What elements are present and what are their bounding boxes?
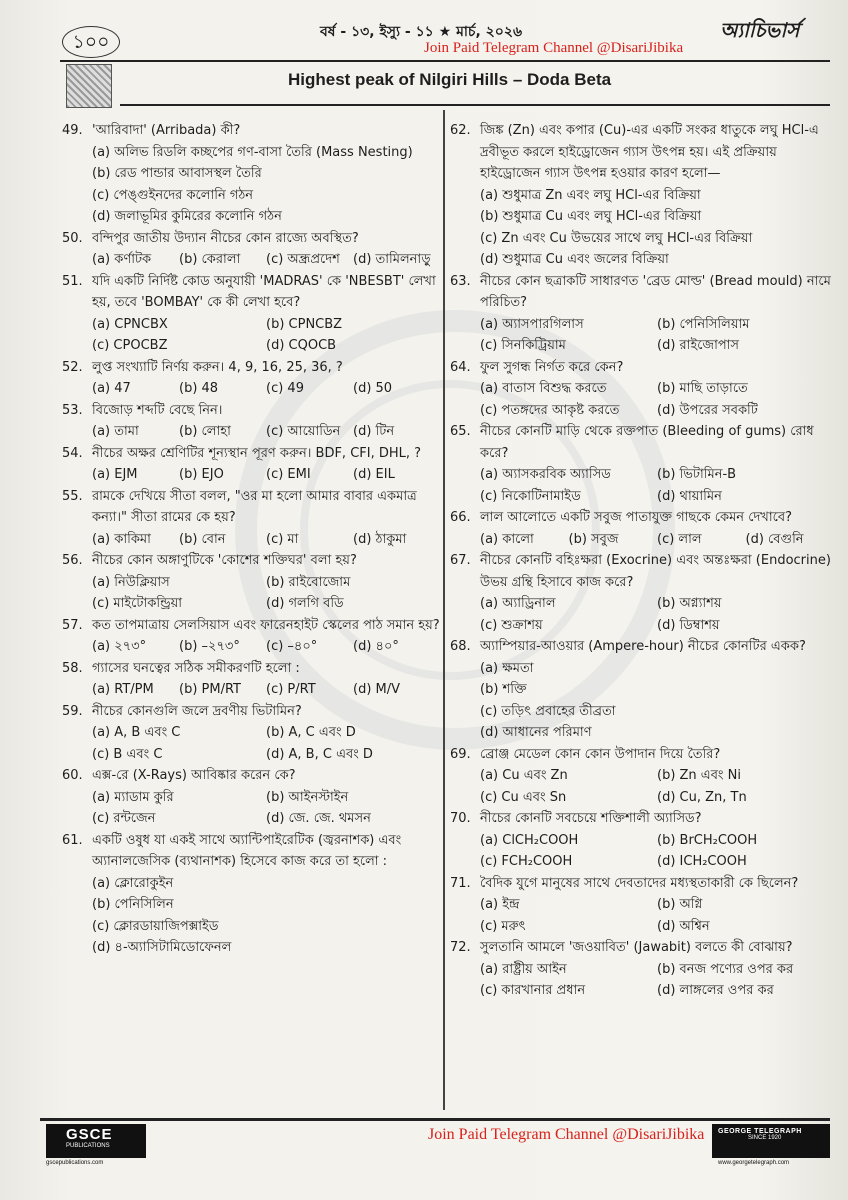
question-number: 72. xyxy=(450,940,471,955)
question-row xyxy=(62,120,440,142)
question-text: লুপ্ত সংখ্যাটি নির্ণয় করুন। 4, 9, 16, 25, 36, ? xyxy=(92,359,343,375)
question-number: 66. xyxy=(450,510,471,525)
answer-option: (d) গলগি বডি xyxy=(266,596,344,611)
question-row xyxy=(62,400,440,422)
question-row xyxy=(450,357,834,379)
answer-option: (b) মাছি তাড়াতে xyxy=(657,381,748,396)
telegram-watermark-top: Join Paid Telegram Channel @DisariJibika xyxy=(424,40,684,56)
options-group xyxy=(92,421,440,443)
fact-banner: Highest peak of Nilgiri Hills – Doda Beta xyxy=(288,70,612,89)
answer-option: (a) কর্ণাটক xyxy=(92,252,152,267)
question-row xyxy=(450,550,834,593)
question-text: 'আরিবাদা' (Arribada) কী? xyxy=(92,123,241,138)
question-item xyxy=(450,271,834,357)
answer-option: (c) মরুৎ xyxy=(480,918,526,934)
question-row xyxy=(62,830,440,873)
answer-option: (c) পেঙ্গুইনদের কলোনি গঠন xyxy=(92,187,254,203)
answer-option: (b) Zn এবং Ni xyxy=(657,768,741,783)
question-number: 54. xyxy=(62,445,83,461)
question-text: নীচের কোনটি বহিঃক্ষরা (Exocrine) এবং অন্তঃক্ষরা (Endocrine) উভয় গ্রন্থি হিসাবে কাজ করে? xyxy=(480,553,831,590)
footer-divider xyxy=(40,1118,830,1121)
options-group xyxy=(480,593,834,636)
answer-option: (a) ২৭৩° xyxy=(92,639,147,654)
question-number: 71. xyxy=(450,875,471,891)
answer-option: (c) FCH₂COOH xyxy=(480,854,573,869)
question-number: 50. xyxy=(62,230,83,246)
question-text: রামকে দেখিয়ে সীতা বলল, "ওর মা হলো আমার বাবার একমাত্র কন্যা।" সীতা রামের কে হয়? xyxy=(92,488,417,525)
answer-option: (c) 49 xyxy=(266,381,304,396)
question-text: নীচের কোনটি মাড়ি থেকে রক্তপাত (Bleeding of gums) রোধ করে? xyxy=(480,424,814,461)
question-text: কত তাপমাত্রায় সেলসিয়াস এবং ফারেনহাইট স্কেলের পাঠ সমান হয়? xyxy=(92,617,440,633)
options-group xyxy=(480,830,834,873)
answer-option: (d) জে. জে. থমসন xyxy=(266,811,371,826)
answer-option: (a) RT/PM xyxy=(92,682,154,697)
question-item xyxy=(450,421,834,507)
options-group xyxy=(92,787,440,830)
question-row xyxy=(62,486,440,529)
question-text: বৈদিক যুগে মানুষের সাথে দেবতাদের মধ্যস্থতাকারী কে ছিলেন? xyxy=(480,875,799,891)
question-row xyxy=(450,507,834,529)
answer-option: (a) বাতাস বিশুদ্ধ করতে xyxy=(480,381,607,396)
question-text: নীচের কোন ছত্রাকটি সাধারণত 'ব্রেড মোল্ড' (Bread mould) নামে পরিচিত? xyxy=(480,273,831,310)
answer-option: (a) EJM xyxy=(92,467,138,482)
question-number: 62. xyxy=(450,123,471,138)
question-number: 58. xyxy=(62,660,83,676)
answer-option: (b) আইনস্টাইন xyxy=(266,789,349,805)
options-group xyxy=(92,529,440,551)
answer-option: (a) কাকিমা xyxy=(92,531,151,547)
answer-option: (a) অ্যাসকরবিক অ্যাসিড xyxy=(480,467,611,482)
answer-option: (c) লাল xyxy=(657,531,702,547)
header-divider xyxy=(60,60,830,62)
answer-option: (b) ভিটামিন-B xyxy=(657,467,737,482)
answer-option: (d) M/V xyxy=(353,682,401,697)
question-row xyxy=(62,228,440,250)
answer-option: (d) ঠাকুমা xyxy=(353,531,407,547)
answer-option: (d) 50 xyxy=(353,381,393,396)
question-number: 53. xyxy=(62,402,83,418)
answer-option: (d) ডিম্বাশয় xyxy=(657,617,720,633)
options-group xyxy=(480,378,834,421)
question-number: 52. xyxy=(62,359,83,375)
options-group xyxy=(480,894,834,937)
answer-option: (b) –২৭৩° xyxy=(179,639,240,654)
answer-option: (d) Cu, Zn, Tn xyxy=(657,789,747,805)
answer-option: (b) সবুজ xyxy=(568,531,619,547)
question-text: নীচের কোনগুলি জলে দ্রবণীয় ভিটামিন? xyxy=(92,703,302,719)
answer-option: (b) শক্তি xyxy=(480,682,527,697)
question-number: 68. xyxy=(450,639,471,654)
answer-option: (c) EMI xyxy=(266,467,311,482)
question-row xyxy=(62,550,440,572)
answer-option: (a) শুধুমাত্র Zn এবং লঘু HCl-এর বিক্রিয়া xyxy=(480,187,701,203)
question-row xyxy=(450,744,834,766)
question-number: 69. xyxy=(450,746,471,762)
question-number: 63. xyxy=(450,273,471,289)
header-divider-lower xyxy=(120,104,830,106)
partner-sub: SINCE 1920 xyxy=(748,1135,782,1141)
question-text: বন্দিপুর জাতীয় উদ্যান নীচের কোন রাজ্যে অবস্থিত? xyxy=(92,230,359,246)
question-number: 55. xyxy=(62,488,83,504)
question-item xyxy=(62,486,440,551)
answer-option: (b) EJO xyxy=(179,467,224,482)
answer-option: (b) 48 xyxy=(179,381,219,396)
question-item xyxy=(450,507,834,550)
question-text: নীচের অক্ষর শ্রেণিটির শূন্যস্থান পূরণ করুন। BDF, CFI, DHL, ? xyxy=(92,445,422,461)
question-row xyxy=(62,443,440,465)
answer-option: (d) CQOCB xyxy=(266,338,337,353)
question-row xyxy=(450,271,834,314)
question-number: 60. xyxy=(62,768,83,783)
answer-option: (b) BrCH₂COOH xyxy=(657,832,758,848)
answer-option: (a) A, B এবং C xyxy=(92,725,181,740)
question-item xyxy=(62,271,440,357)
question-text: এক্স-রে (X-Rays) আবিষ্কার করেন কে? xyxy=(92,768,296,783)
magazine-brand: অ্যাচিভার্স xyxy=(720,18,800,42)
answer-option: (b) রাইবোজোম xyxy=(266,574,351,590)
question-item xyxy=(62,701,440,766)
answer-option: (d) ICH₂COOH xyxy=(657,854,747,869)
question-item xyxy=(62,357,440,400)
answer-option: (a) নিউক্লিয়াস xyxy=(92,574,170,590)
options-group xyxy=(92,722,440,765)
newspaper-icon xyxy=(66,64,112,108)
answer-option: (b) CPNCBZ xyxy=(266,316,343,332)
question-item xyxy=(62,228,440,271)
answer-option: (a) ইন্দ্র xyxy=(480,897,520,912)
question-text: একটি ওষুধ যা একই সাথে অ্যান্টিপাইরেটিক (জ্বরনাশক) এবং অ্যানালজেসিক (ব্যথানাশক) হিসেবে কাজ করে তা হলো : xyxy=(92,832,402,869)
answer-option: (d) A, B, C এবং D xyxy=(266,746,373,762)
answer-option: (a) ClCH₂COOH xyxy=(480,832,579,848)
question-number: 65. xyxy=(450,424,471,439)
question-item xyxy=(450,550,834,636)
publisher-name: GSCE xyxy=(66,1126,113,1143)
question-number: 64. xyxy=(450,359,471,375)
question-number: 67. xyxy=(450,553,471,568)
question-row xyxy=(62,615,440,637)
page-number: ১০০ xyxy=(62,26,120,58)
question-item xyxy=(62,830,440,959)
question-item xyxy=(450,937,834,1002)
question-item xyxy=(62,120,440,228)
answer-option: (c) Zn এবং Cu উভয়ের সাথে লঘু HCl-এর বিক্রিয়া xyxy=(480,230,753,246)
options-group xyxy=(92,572,440,615)
question-number: 61. xyxy=(62,832,83,848)
answer-option: (b) রেড পান্ডার আবাসস্থল তৈরি xyxy=(92,166,262,181)
options-group xyxy=(480,314,834,357)
question-row xyxy=(450,873,834,895)
answer-option: (b) অগ্ন্যাশয় xyxy=(657,596,722,611)
publisher-sub: PUBLICATIONS xyxy=(66,1143,110,1149)
question-text: জিঙ্ক (Zn) এবং কপার (Cu)-এর একটি সংকর ধাতুকে লঘু HCl-এ দ্রবীভূত করলে হাইড্রোজেন গ্যাস উৎপন্ন হয়। এই প্রক্রিয়ায় হাইড্রোজেন গ্যাস উৎপন্ন হওয়ার কারণ হলো— xyxy=(480,123,819,181)
answer-option: (c) আয়োডিন xyxy=(266,424,341,439)
options-group xyxy=(92,464,440,486)
answer-option: (c) CPOCBZ xyxy=(92,338,168,353)
options-group xyxy=(92,314,440,357)
question-row xyxy=(62,271,440,314)
options-group xyxy=(480,185,834,271)
right-column xyxy=(450,120,834,1002)
answer-option: (c) শুক্রাশয় xyxy=(480,617,543,633)
answer-option: (d) থায়ামিন xyxy=(657,488,722,504)
answer-option: (c) সিনকিট্রিয়াম xyxy=(480,338,566,353)
answer-option: (c) P/RT xyxy=(266,682,316,697)
question-number: 70. xyxy=(450,811,471,826)
question-number: 49. xyxy=(62,123,83,138)
answer-option: (b) পেনিসিলিয়াম xyxy=(657,316,750,332)
question-text: অ্যাম্পিয়ার-আওয়ার (Ampere-hour) নীচের কোনটির একক? xyxy=(480,639,806,654)
answer-option: (d) লাঙ্গলের ওপর কর xyxy=(657,983,774,998)
answer-option: (d) EIL xyxy=(353,467,395,482)
answer-option: (a) ক্ষমতা xyxy=(480,660,534,676)
options-group xyxy=(480,765,834,808)
answer-option: (a) তামা xyxy=(92,424,139,439)
answer-option: (c) তড়িৎ প্রবাহের তীব্রতা xyxy=(480,703,616,719)
question-number: 56. xyxy=(62,553,83,568)
answer-option: (a) কালো xyxy=(480,531,534,547)
question-text: নীচের কোন অঙ্গাণুটিকে 'কোশের শক্তিঘর' বলা হয়? xyxy=(92,553,357,568)
answer-option: (d) আধানের পরিমাণ xyxy=(480,725,592,740)
answer-option: (b) লোহা xyxy=(179,424,231,439)
answer-option: (c) ক্লোরডায়াজিপক্সাইড xyxy=(92,918,219,934)
answer-option: (c) পতঙ্গদের আকৃষ্ট করতে xyxy=(480,402,620,418)
partner-name: GEORGE TELEGRAPH xyxy=(718,1128,802,1135)
answer-option: (d) ৪-অ্যাসিটামিডোফেনল xyxy=(92,940,232,955)
question-item xyxy=(450,744,834,809)
options-group xyxy=(92,142,440,228)
question-item xyxy=(62,550,440,615)
question-item xyxy=(450,357,834,422)
question-text: গ্যাসের ঘনত্বের সঠিক সমীকরণটি হলো : xyxy=(92,660,300,676)
answer-option: (c) –৪০° xyxy=(266,639,318,654)
answer-option: (b) অগ্নি xyxy=(657,897,703,912)
answer-option: (a) অ্যাসপারগিলাস xyxy=(480,316,584,332)
question-item xyxy=(450,636,834,744)
answer-option: (d) রাইজোপাস xyxy=(657,338,740,353)
question-row xyxy=(450,421,834,464)
question-item xyxy=(62,443,440,486)
answer-option: (b) শুধুমাত্র Cu এবং লঘু HCl-এর বিক্রিয়া xyxy=(480,209,702,224)
question-row xyxy=(62,701,440,723)
options-group xyxy=(92,249,440,271)
question-item xyxy=(450,808,834,873)
answer-option: (b) PM/RT xyxy=(179,682,241,697)
answer-option: (b) বনজ পণ্যের ওপর কর xyxy=(657,961,794,977)
question-text: ফুল সুগন্ধ নির্গত করে কেন? xyxy=(480,359,624,375)
question-row xyxy=(450,636,834,658)
question-item xyxy=(62,658,440,701)
answer-option: (c) মা xyxy=(266,531,299,547)
answer-option: (d) তামিলনাড়ু xyxy=(353,252,431,267)
answer-option: (c) নিকোটিনামাইড xyxy=(480,488,581,504)
question-row xyxy=(62,658,440,680)
answer-option: (b) A, C এবং D xyxy=(266,725,356,740)
answer-option: (a) অ্যাড্রিনাল xyxy=(480,596,556,611)
options-group xyxy=(480,464,834,507)
question-item xyxy=(450,873,834,938)
question-item xyxy=(62,615,440,658)
answer-option: (d) বেগুনি xyxy=(745,531,804,547)
answer-option: (d) উপরের সবকটি xyxy=(657,402,758,418)
answer-option: (c) কারখানার প্রধান xyxy=(480,983,586,998)
question-text: লাল আলোতে একটি সবুজ পাতাযুক্ত গাছকে কেমন দেখাবে? xyxy=(480,510,792,525)
answer-option: (b) বোন xyxy=(179,531,226,547)
answer-option: (a) Cu এবং Zn xyxy=(480,768,568,783)
telegram-watermark-bottom: Join Paid Telegram Channel @DisariJibika xyxy=(428,1126,705,1143)
options-group xyxy=(480,529,834,551)
left-column xyxy=(62,120,440,959)
publisher-logo xyxy=(46,1124,146,1166)
answer-option: (a) ক্লোরোকুইন xyxy=(92,875,174,891)
options-group xyxy=(480,658,834,744)
answer-option: (d) জলাভূমির কুমিরের কলোনি গঠন xyxy=(92,209,282,224)
answer-option: (c) অন্ধ্রপ্রদেশ xyxy=(266,252,340,267)
column-divider xyxy=(443,110,445,1110)
options-group xyxy=(92,873,440,959)
answer-option: (a) রাষ্ট্রীয় আইন xyxy=(480,961,567,977)
answer-option: (c) Cu এবং Sn xyxy=(480,789,567,805)
options-group xyxy=(92,378,440,400)
question-item xyxy=(450,120,834,271)
question-row xyxy=(450,808,834,830)
question-item xyxy=(62,400,440,443)
question-row xyxy=(62,765,440,787)
question-text: ব্রোঞ্জ মেডেল কোন কোন উপাদান দিয়ে তৈরি? xyxy=(480,746,721,762)
question-row xyxy=(450,937,834,959)
answer-option: (b) পেনিসিলিন xyxy=(92,897,174,912)
answer-option: (c) রন্টজেন xyxy=(92,811,156,826)
question-number: 51. xyxy=(62,273,83,289)
answer-option: (d) টিন xyxy=(353,424,395,439)
answer-option: (a) অলিভ রিডলি কচ্ছপের গণ-বাসা তৈরি (Mass Nesting) xyxy=(92,144,413,160)
answer-option: (c) মাইটোকন্ড্রিয়া xyxy=(92,596,183,611)
answer-option: (d) ৪০° xyxy=(353,639,399,654)
question-number: 57. xyxy=(62,617,83,633)
publisher-url: gscepublications.com xyxy=(46,1160,104,1166)
answer-option: (c) B এবং C xyxy=(92,746,163,762)
answer-option: (a) 47 xyxy=(92,381,131,396)
answer-option: (d) শুধুমাত্র Cu এবং জলের বিক্রিয়া xyxy=(480,252,669,267)
partner-logo xyxy=(712,1124,830,1166)
question-row xyxy=(62,357,440,379)
options-group xyxy=(92,636,440,658)
options-group xyxy=(480,959,834,1002)
answer-option: (d) অশ্বিন xyxy=(657,918,710,934)
answer-option: (a) CPNCBX xyxy=(92,316,168,332)
answer-option: (a) ম্যাডাম কুরি xyxy=(92,789,174,805)
issue-info: বর্ষ - ১৩, ইস্যু - ১১ ★ মার্চ, ২০২৬ xyxy=(320,24,523,40)
question-number: 59. xyxy=(62,703,83,719)
question-item xyxy=(62,765,440,830)
question-row xyxy=(450,120,834,185)
question-text: বিজোড় শব্দটি বেছে নিন। xyxy=(92,402,223,418)
partner-url: www.georgetelegraph.com xyxy=(718,1160,790,1166)
options-group xyxy=(92,679,440,701)
answer-option: (b) কেরালা xyxy=(179,252,241,267)
question-text: সুলতানি আমলে 'জওয়াবিত' (Jawabit) বলতে কী বোঝায়? xyxy=(480,940,793,955)
question-text: যদি একটি নির্দিষ্ট কোড অনুযায়ী 'MADRAS' কে 'NBESBT' লেখা হয়, তবে 'BOMBAY' কে কী লেখা হবে? xyxy=(92,273,436,310)
question-text: নীচের কোনটি সবচেয়ে শক্তিশালী অ্যাসিড? xyxy=(480,811,702,826)
